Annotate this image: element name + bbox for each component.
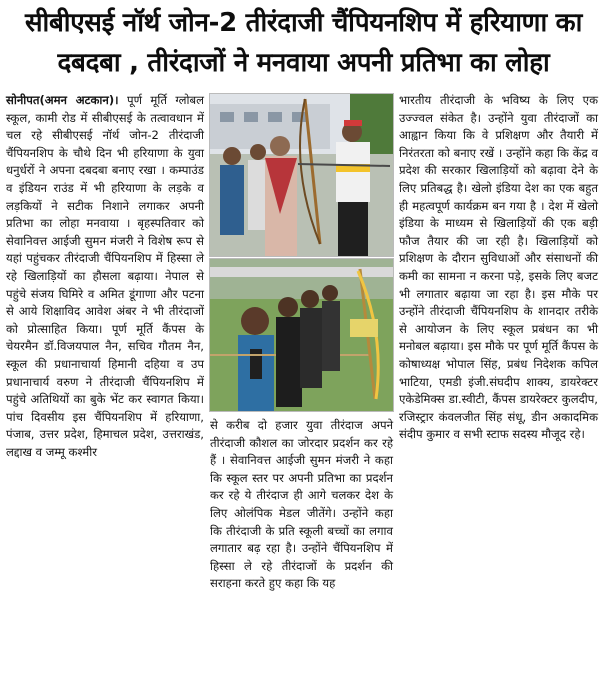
column-1-text: पूर्ण मूर्ति ग्लोबल स्कूल, कामी रोड में सीबीएसई के तत्वावधान में चल रहे सीबीएसई नॉर्थ जोन-2 तीरंदाजी चैंपियनशिप के चौथे दिन भी हरियाणा के युवा धनुर्धरों ने अपना दबदबा बनाए रखा । कम्पाउंड व इंडियन राउंड में भी हरियाणा के लड़के व लड़कियों ने सटीक निशाने लगाकर अपनी प्रतिभा का लोहा मनवाया । बृहस्पतिवार को सेवानिवत्त आईजी सुमन मंजरी ने विशेष रूप से यहां पहुंचकर तीरंदाजी चैंपियनशिप में हिस्सा ले रहे खिलाड़ियों का हौसला बढ़ाया। नेपाल से पहुंचे संजय घिमिरे व अमित डूंगाणा और पटना से आये शिक्षाविद आवेश अंबर ने भी तीरंदाजों को प्रोत्साहित किया। पूर्ण मूर्ति कैंपस के चेयरमैन डॉ.विजयपाल नैन, सचिव गौतम नैन, स्कूल की प्रधानाचार्या हिमानी दहिया व उप प्रधानाचार्य वरुण ने तीरंदाजी चैंपियनशिप में पहुंचे अतिथियों का बुके भेंट कर स्वागत किया। पांच दिवसीय इस चैंपियनशिप में हरियाणा, पंजाब, उत्तर प्रदेश, हिमाचल प्रदेश, उत्तराखंड, लद्दाख व जम्मू कश्मीर <box>6 93 204 459</box>
photo-archer-guests <box>209 93 394 257</box>
article-column-2 <box>210 417 393 593</box>
photo-archer-guests-image <box>210 94 393 256</box>
article-column-1 <box>6 92 204 461</box>
headline-line-2: दबदबा , तीरंदाजों ने मनवाया अपनी प्रतिभा का लोहा <box>57 48 550 78</box>
photo-young-archers-image <box>210 259 393 411</box>
photo-young-archers <box>209 258 394 412</box>
column-2-text: से करीब दो हजार युवा तीरंदाज अपने तीरंदाजी कौशल का जोरदार प्रदर्शन कर रहे हैं । सेवानिवत्त आईजी सुमन मंजरी ने कहा कि स्कूल स्तर पर अपनी प्रतिभा का प्रदर्शन कर रहे ये तीरंदाज ही आगे चलकर देश के लिए ओलंपिक मेडल जीतेंगे। उन्होंने कहा कि तीरंदाजी के प्रति स्कूली बच्चों का लगाव लगातार बढ़ रहा है। उन्होंने चैंपियनशिप में हिस्सा ले रहे तीरंदाजों के प्रदर्शन की सराहना करते हुए कहा कि यह <box>210 418 393 591</box>
column-3-text: भारतीय तीरंदाजी के भविष्य के लिए एक उज्ज्वल संकेत है। उन्होंने युवा तीरंदाजों का आह्वान किया कि वे प्रशिक्षण और तैयारी में निरंतरता को बनाए रखें । उन्होंने कहा कि केंद्र व प्रदेश की सरकार खिलाड़ियों को बढ़ावा देने के लिए प्रतिबद्ध है। खेलो इंडिया देश का एक बहुत ही महत्वपूर्ण कार्यक्रम बन गया है । देश में खेलो इंडिया के माध्यम से खिलाड़ियों की एक बड़ी फौज तैयार की जा रही है। खिलाड़ियों को प्रशिक्षण के दौरान सुविधाओं और संसाधनों की कमी का सामना न करना पड़े, इसके लिए बजट भी लगातार बढ़ाया जा रहा है। इस मौके पर उन्होंने तीरंदाजी चैंपियनशिप के शानदार तरीके से आयोजन के लिए स्कूल प्रबंधन का भी मनोबल बढ़ाया। इस मौके पर पूर्ण मूर्ति कैंपस के कोषाध्यक्ष भोपाल सिंह, प्रबंध निदेशक कपिल भाटिया, एमडी इंजी.संघदीप शाक्य, डायरेक्टर एकेडेमिक्स डा.स्वीटी, कैंपस डायरेक्टर कुलदीप, रजिस्ट्रार कंवलजीत सिंह संधू, डीन अकादमिक संदीप कुमार व सभी स्टाफ सदस्य मौजूद रहे। <box>399 93 598 442</box>
dateline: सोनीपत(अमन अटकान)। <box>6 93 119 107</box>
article-column-3 <box>399 92 598 444</box>
headline-line-1: सीबीएसई नॉर्थ जोन-2 तीरंदाजी चैंपियनशिप में हरियाणा का <box>24 8 583 38</box>
